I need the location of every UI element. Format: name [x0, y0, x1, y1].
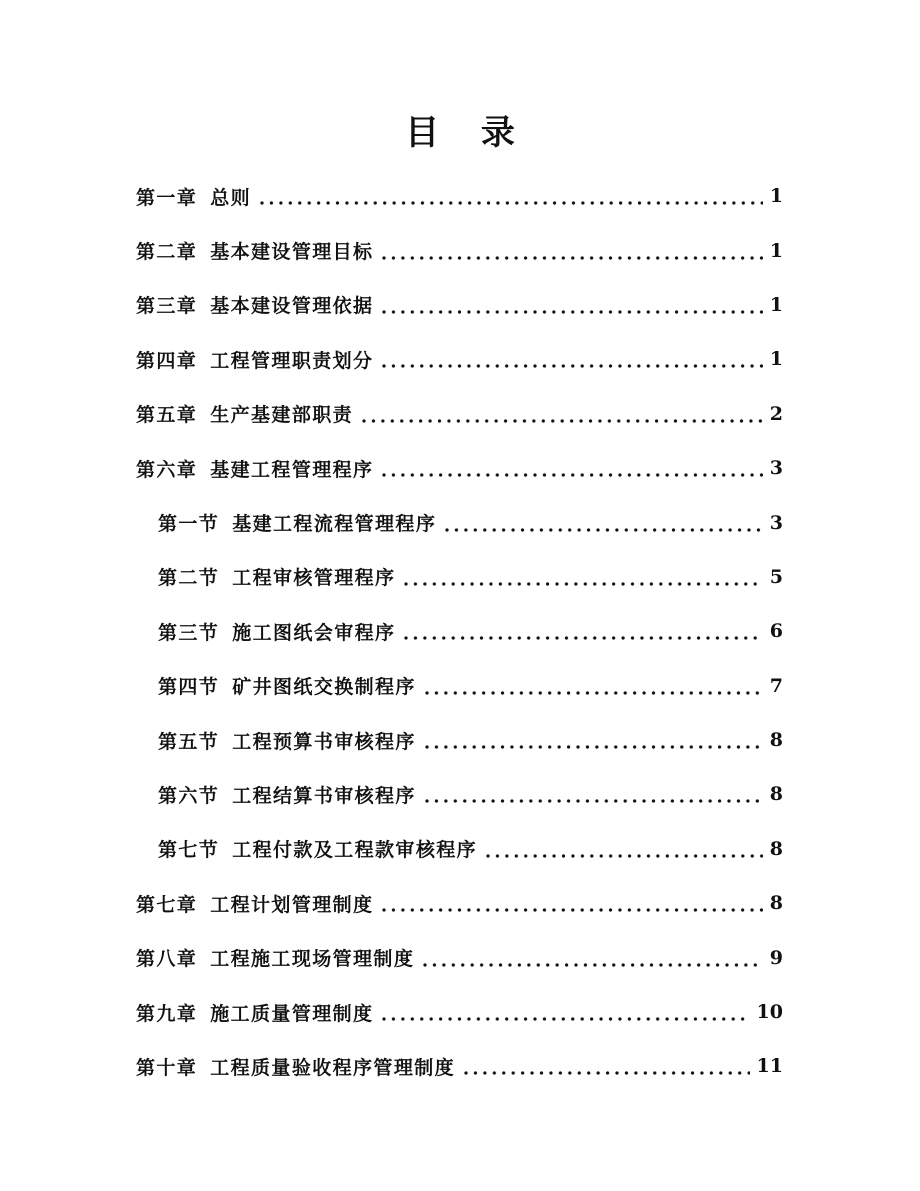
toc-entry-chapter-6 [136, 441, 783, 495]
dot-leader [425, 799, 763, 803]
toc-entry-page-number: 6 [769, 620, 783, 643]
dot-leader [382, 256, 762, 260]
toc-entry-chapter-3 [136, 278, 783, 332]
toc-entry-chapter-9 [136, 985, 783, 1039]
toc-entry-label: 第二节 工程审核管理程序 [158, 567, 396, 590]
toc-entry-label: 第七节 工程付款及工程款审核程序 [158, 839, 478, 862]
toc-entry-chapter-10 [136, 1039, 783, 1093]
toc-entry-label: 第四章 工程管理职责划分 [136, 349, 374, 372]
dot-leader [464, 1071, 750, 1075]
toc-entry-page-number: 1 [769, 348, 783, 371]
toc-entry-page-number: 5 [769, 565, 783, 588]
toc-entry-chapter-8 [136, 930, 783, 984]
dot-leader [404, 636, 762, 640]
toc-entry-label: 第三章 基本建设管理依据 [136, 295, 374, 318]
toc-entry-page-number: 11 [756, 1055, 783, 1078]
toc-entry-page-number: 3 [769, 511, 783, 534]
toc-entry-label: 第五节 工程预算书审核程序 [158, 730, 416, 753]
toc-entry-label: 第三节 施工图纸会审程序 [158, 621, 396, 644]
dot-leader [362, 419, 763, 423]
dot-leader [425, 691, 763, 695]
dot-leader [404, 582, 762, 586]
dot-leader [382, 908, 762, 912]
dot-leader [382, 364, 762, 368]
dot-leader [425, 745, 763, 749]
toc-entry-label: 第七章 工程计划管理制度 [136, 893, 374, 916]
toc-entry-page-number: 10 [756, 1001, 783, 1024]
toc-entry-label: 第一节 基建工程流程管理程序 [158, 513, 437, 536]
toc-entry-label: 第二章 基本建设管理目标 [136, 241, 374, 264]
toc-entry-page-number: 8 [769, 892, 783, 915]
dot-leader [486, 854, 763, 858]
toc-entry-page-number: 8 [769, 837, 783, 860]
toc-entry-label: 第四节 矿井图纸交换制程序 [158, 676, 416, 699]
table-of-contents [136, 169, 783, 1094]
dot-leader [423, 963, 763, 967]
toc-entry-label: 第一章 总则 [136, 186, 252, 209]
toc-entry-section-6 [136, 767, 783, 821]
toc-entry-label: 第十章 工程质量验收程序管理制度 [136, 1056, 456, 1079]
toc-entry-section-2 [136, 550, 783, 604]
toc-entry-label: 第八章 工程施工现场管理制度 [136, 948, 415, 971]
dot-leader [382, 310, 762, 314]
toc-entry-page-number: 1 [769, 185, 783, 208]
dot-leader [382, 473, 762, 477]
toc-title: 目 录 [405, 113, 515, 153]
toc-entry-chapter-2 [136, 223, 783, 277]
toc-entry-label: 第六节 工程结算书审核程序 [158, 784, 416, 807]
toc-entry-chapter-5 [136, 387, 783, 441]
toc-entry-section-5 [136, 713, 783, 767]
toc-entry-chapter-4 [136, 332, 783, 386]
toc-entry-page-number: 8 [769, 729, 783, 752]
toc-entry-chapter-1 [136, 169, 783, 223]
toc-entry-page-number: 8 [769, 783, 783, 806]
toc-entry-page-number: 7 [769, 674, 783, 697]
toc-entry-chapter-7 [136, 876, 783, 930]
dot-leader [445, 528, 763, 532]
toc-entry-page-number: 2 [769, 402, 783, 425]
dot-leader [260, 201, 763, 205]
toc-entry-label: 第六章 基建工程管理程序 [136, 458, 374, 481]
toc-entry-section-4 [136, 659, 783, 713]
dot-leader [382, 1017, 749, 1021]
toc-entry-label: 第九章 施工质量管理制度 [136, 1002, 374, 1025]
toc-entry-section-7 [136, 822, 783, 876]
toc-entry-section-3 [136, 604, 783, 658]
toc-entry-page-number: 3 [769, 457, 783, 480]
toc-entry-page-number: 9 [769, 946, 783, 969]
toc-entry-page-number: 1 [769, 293, 783, 316]
toc-entry-section-1 [136, 495, 783, 549]
toc-entry-label: 第五章 生产基建部职责 [136, 404, 354, 427]
toc-entry-page-number: 1 [769, 239, 783, 262]
